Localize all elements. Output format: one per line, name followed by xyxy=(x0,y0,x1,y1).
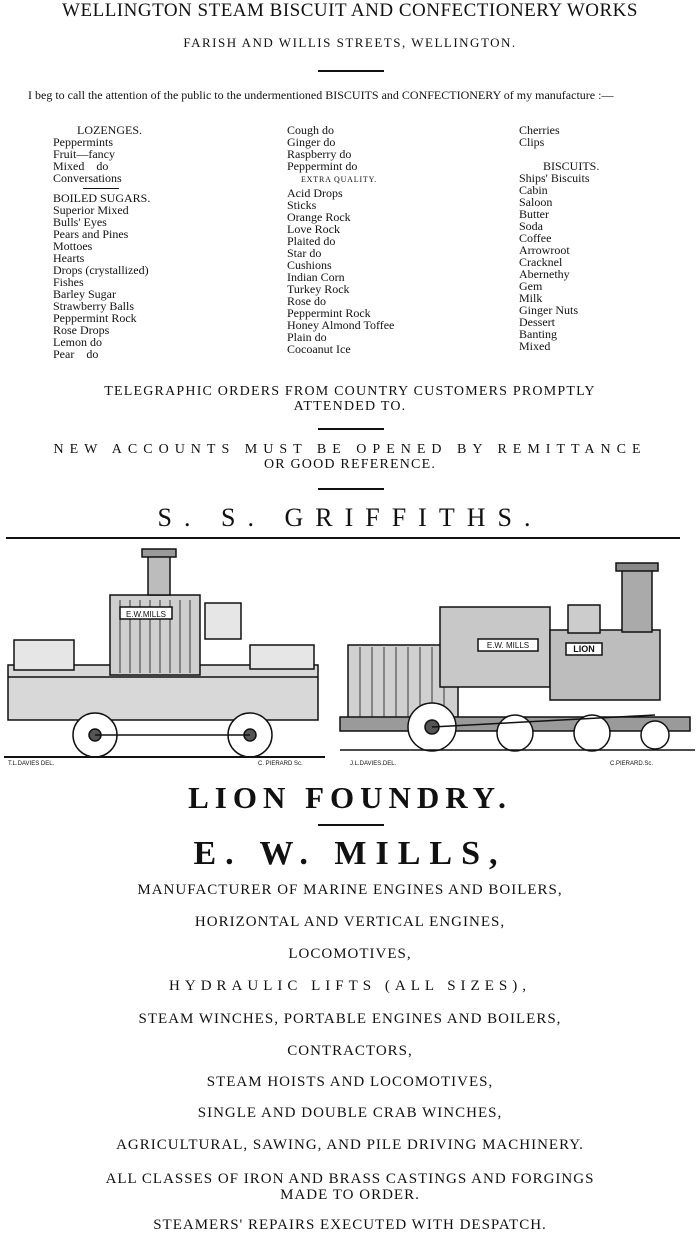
telegraphic-line-2: ATTENDED TO. xyxy=(293,399,407,414)
engraving-credit: C.PIERARD.Sc. xyxy=(610,761,654,767)
service-line: MADE TO ORDER. xyxy=(280,1187,420,1203)
extra-quality-heading: EXTRA QUALITY. xyxy=(301,175,377,184)
service-line: MANUFACTURER OF MARINE ENGINES AND BOILERS, xyxy=(137,882,563,898)
locomotive-engravings xyxy=(0,545,700,767)
list-item: Arrowroot xyxy=(519,243,570,257)
list-item: Peppermint Rock xyxy=(53,311,137,325)
list-item: Drops (crystallized) xyxy=(53,263,149,277)
divider-rule xyxy=(318,824,384,826)
engraving-credit: T.L.DAVIES DEL. xyxy=(8,761,55,767)
accounts-line-2: OR GOOD REFERENCE. xyxy=(263,457,437,472)
list-item: Bulls' Eyes xyxy=(53,215,107,229)
list-item: Raspberry do xyxy=(287,147,352,161)
list-item: Pear do xyxy=(53,347,99,361)
accounts-notice xyxy=(0,442,700,472)
list-item: Banting xyxy=(519,327,557,341)
list-item: Conversations xyxy=(53,171,122,185)
list-item: Rose do xyxy=(287,294,326,308)
list-item: Rose Drops xyxy=(53,323,110,337)
list-item: Love Rock xyxy=(287,222,340,236)
vertical-boiler-engine-engraving xyxy=(8,549,318,757)
list-item: Indian Corn xyxy=(287,270,345,284)
product-column-3 xyxy=(519,124,599,352)
list-item: Mixed xyxy=(519,339,551,353)
service-line: HYDRAULIC LIFTS (ALL SIZES), xyxy=(169,978,531,994)
address: FARISH AND WILLIS STREETS, WELLINGTON. xyxy=(183,35,517,50)
list-item: Peppermint Rock xyxy=(287,306,371,320)
biscuits-heading: BISCUITS. xyxy=(543,159,600,173)
list-item: Dessert xyxy=(519,315,555,329)
list-item: Butter xyxy=(519,207,549,221)
page-title: WELLINGTON STEAM BISCUIT AND CONFECTIONERY WORKS xyxy=(62,0,638,21)
accounts-line-1: NEW ACCOUNTS MUST BE OPENED BY REMITTANCE xyxy=(53,442,647,457)
list-item: Clips xyxy=(519,135,545,149)
list-item: Soda xyxy=(519,219,543,233)
list-item: Saloon xyxy=(519,195,553,209)
telegraphic-line-1: TELEGRAPHIC ORDERS FROM COUNTRY CUSTOMERS PROMPTLY xyxy=(104,384,596,399)
engraving-credit: C. PIERARD Sc. xyxy=(258,761,303,767)
divider-rule xyxy=(318,488,384,490)
service-line: STEAM WINCHES, PORTABLE ENGINES AND BOILERS, xyxy=(138,1011,562,1027)
divider-rule xyxy=(318,428,384,430)
foundry-title: LION FOUNDRY. xyxy=(188,780,512,815)
product-column-1 xyxy=(53,124,150,360)
list-item: Superior Mixed xyxy=(53,203,129,217)
list-item: Abernethy xyxy=(519,267,570,281)
service-line: LOCOMOTIVES, xyxy=(288,946,412,962)
list-item: Ginger Nuts xyxy=(519,303,578,317)
service-line: ALL CLASSES OF IRON AND BRASS CASTINGS AND FORGINGS xyxy=(105,1171,595,1187)
list-item: Cushions xyxy=(287,258,332,272)
list-item: Peppermint do xyxy=(287,159,358,173)
lion-locomotive-engraving xyxy=(340,563,695,751)
service-line: SINGLE AND DOUBLE CRAB WINCHES, xyxy=(197,1105,503,1121)
list-item: Cherries xyxy=(519,123,560,137)
section-divider xyxy=(6,537,680,539)
list-item: Hearts xyxy=(53,251,85,265)
left-engine-plate: E.W.MILLS xyxy=(125,610,167,619)
divider-rule xyxy=(83,188,119,189)
intro-paragraph: I beg to call the attention of the public to the undermentioned BISCUITS and CONFECTIONERY of my manufacture :— xyxy=(28,88,614,102)
right-engine-plate: E.W. MILLS xyxy=(486,641,530,650)
list-item: Cocoanut Ice xyxy=(287,342,351,356)
lozenges-heading: LOZENGES. xyxy=(77,123,142,137)
list-item: Orange Rock xyxy=(287,210,351,224)
lion-nameplate: LION xyxy=(573,644,595,654)
list-item: Ships' Biscuits xyxy=(519,171,590,185)
list-item: Pears and Pines xyxy=(53,227,129,241)
list-item: Ginger do xyxy=(287,135,336,149)
list-item: Cough do xyxy=(287,123,335,137)
list-item: Strawberry Balls xyxy=(53,299,134,313)
service-line: STEAM HOISTS AND LOCOMOTIVES, xyxy=(206,1074,494,1090)
service-line: AGRICULTURAL, SAWING, AND PILE DRIVING MACHINERY. xyxy=(116,1137,584,1153)
list-item: Lemon do xyxy=(53,335,102,349)
list-item: Cracknel xyxy=(519,255,563,269)
boiled-sugars-heading: BOILED SUGARS. xyxy=(53,191,151,205)
list-item: Fishes xyxy=(53,275,84,289)
list-item: Peppermints xyxy=(53,135,113,149)
service-line: HORIZONTAL AND VERTICAL ENGINES, xyxy=(194,914,506,930)
list-item: Plaited do xyxy=(287,234,336,248)
list-item: Turkey Rock xyxy=(287,282,350,296)
list-item: Acid Drops xyxy=(287,186,343,200)
list-item: Mottoes xyxy=(53,239,93,253)
list-item: Fruit—fancy xyxy=(53,147,115,161)
telegraphic-notice xyxy=(0,384,700,414)
signature: S. S. GRIFFITHS. xyxy=(157,503,543,532)
list-item: Star do xyxy=(287,246,322,260)
list-item: Mixed do xyxy=(53,159,109,173)
service-line: STEAMERS' REPAIRS EXECUTED WITH DESPATCH. xyxy=(153,1217,547,1233)
list-item: Plain do xyxy=(287,330,327,344)
list-item: Milk xyxy=(519,291,543,305)
list-item: Coffee xyxy=(519,231,552,245)
list-item: Barley Sugar xyxy=(53,287,116,301)
product-column-2 xyxy=(287,124,394,355)
list-item: Cabin xyxy=(519,183,548,197)
owner-name: E. W. MILLS, xyxy=(193,835,507,872)
list-item: Gem xyxy=(519,279,543,293)
service-line: CONTRACTORS, xyxy=(287,1043,413,1059)
engraving-credit: J.L.DAVIES.DEL. xyxy=(350,761,397,767)
list-item: Sticks xyxy=(287,198,317,212)
divider-rule xyxy=(318,70,384,72)
list-item: Honey Almond Toffee xyxy=(287,318,395,332)
